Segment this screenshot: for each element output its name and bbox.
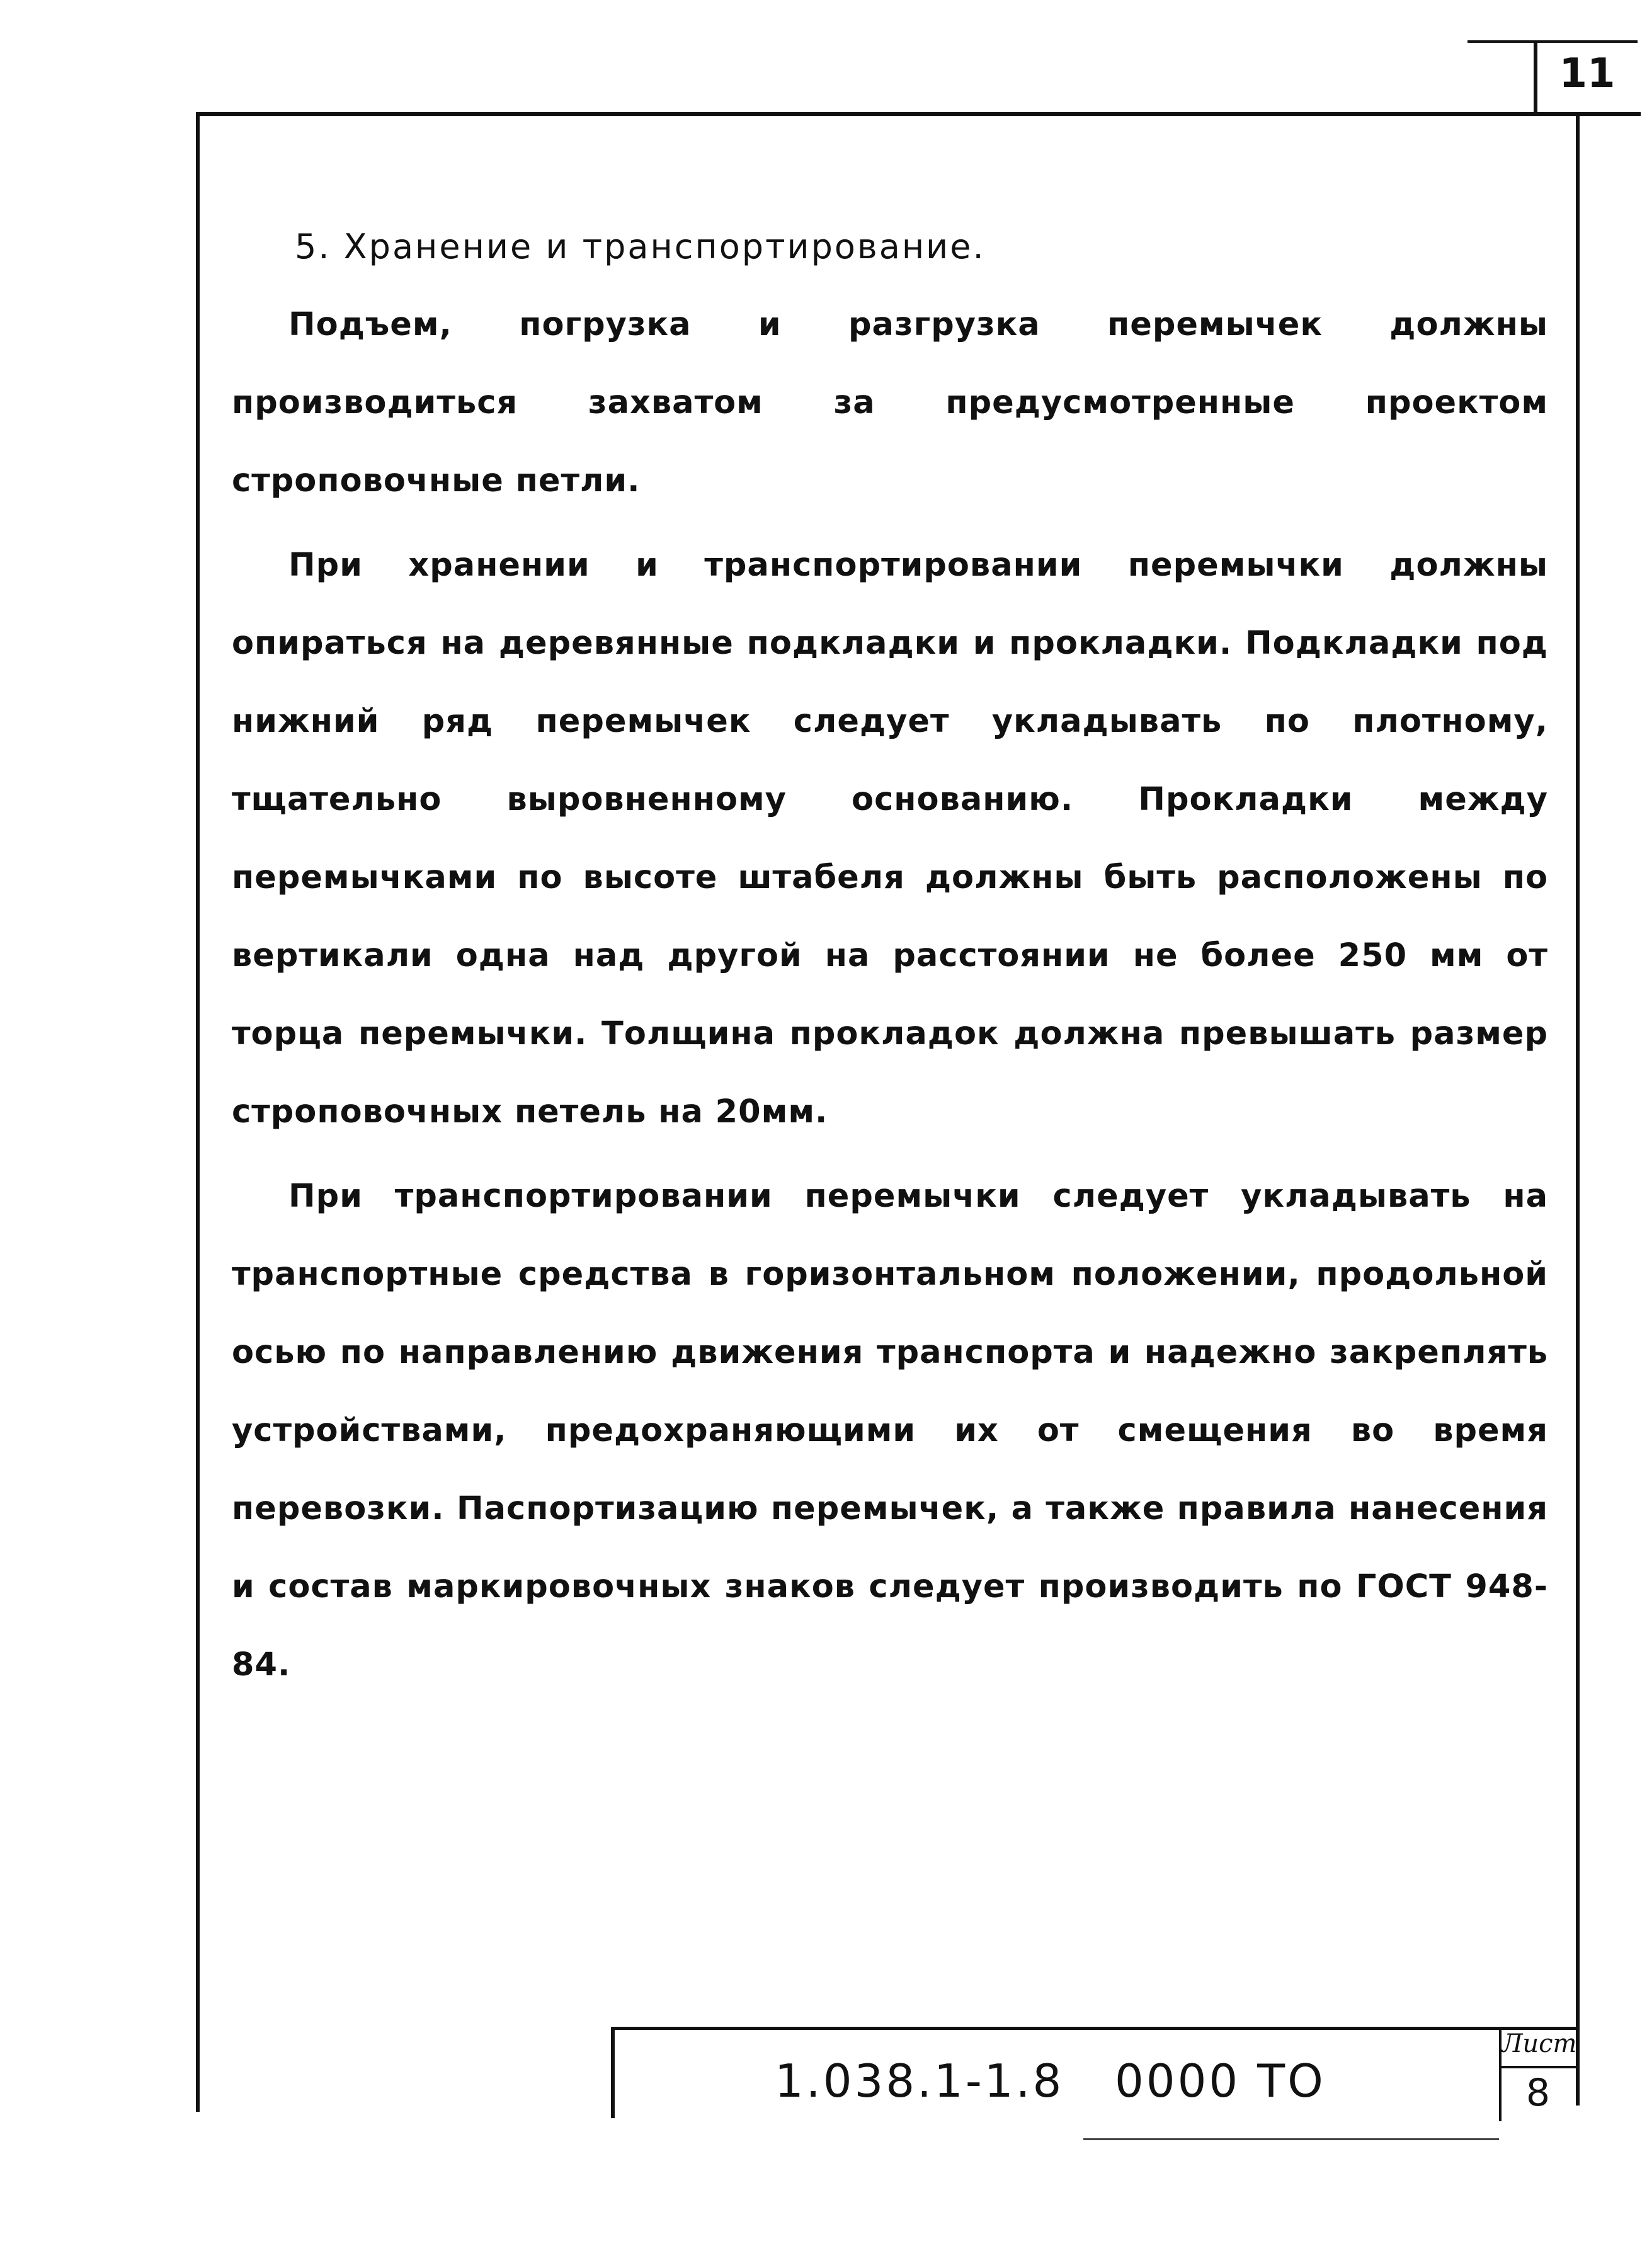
document-body — [232, 208, 1548, 1704]
page-number-rule — [1467, 40, 1638, 43]
title-block-underline — [1083, 2138, 1499, 2140]
paragraph-transport: При транспортировании перемычки следует укладывать на транспортные средства в горизонтальном положении, продольной осью по направлению движения транспорта и надежно закреплять устройствами, предохраняющими их от смещения во время перевозки. Паспортизацию перемычек, а также правила нанесения и состав маркировочных знаков следует производить по ГОСТ 948-84. — [232, 1178, 1548, 1684]
sheet-number: 8 — [1525, 2071, 1551, 2115]
paragraph-storage: При хранении и транспортировании перемычки должны опираться на деревянные подкладки и прокладки. Подкладки под нижний ряд перемычек следует укладывать по плотному, тщательно выровненному основанию. Прокладки между перемычками по высоте штабеля должны быть расположены по вертикали одна над другой на расстоянии не более 250 мм от торца перемычки. Толщина прокладок должна превышать размер строповочных петель на 20мм. — [232, 547, 1548, 1131]
sheet-label: Лист — [1502, 2029, 1577, 2058]
frame-top-border — [196, 112, 1641, 116]
title-block-top-border — [611, 2027, 1578, 2030]
section-title: 5. Хранение и транспортирование. — [295, 227, 986, 266]
page-number: 11 — [1559, 50, 1616, 97]
paragraph-lifting: Подъем, погрузка и разгрузка перемычек должны производиться захватом за предусмотренные проектом строповочные петли. — [232, 306, 1548, 499]
document-code: 1.038.1-1.8 0000 ТО — [775, 2054, 1326, 2107]
frame-left-border — [196, 112, 200, 2112]
page-number-divider — [1534, 40, 1537, 116]
sheet-cell-separator — [1499, 2066, 1576, 2068]
frame-right-border — [1576, 112, 1580, 2106]
title-block-left-border — [611, 2027, 615, 2118]
